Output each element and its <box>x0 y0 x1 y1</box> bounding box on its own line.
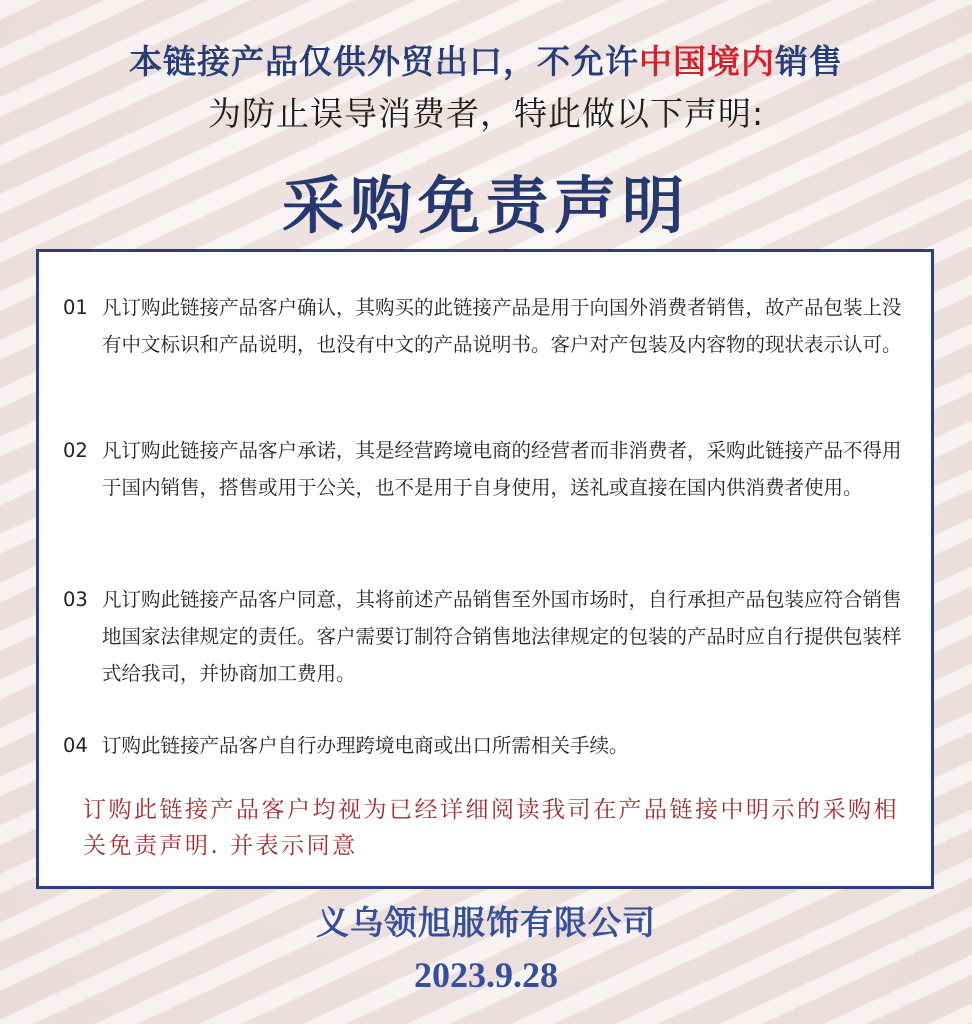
statement-date: 2023.9.28 <box>414 955 558 995</box>
disclaimer-panel <box>36 249 934 889</box>
clause-text: 凡订购此链接产品客户承诺，其是经营跨境电商的经营者而非消费者，采购此链接产品不得用于国内销售，搭售或用于公关，也不是用于自身使用，送礼或直接在国内供消费者使用。 <box>102 439 902 499</box>
notice-highlight-domestic: 中国境内 <box>639 42 775 81</box>
clause-text: 订购此链接产品客户自行办理跨境电商或出口所需相关手续。 <box>102 734 629 757</box>
company-name: 义乌领旭服饰有限公司 <box>316 903 656 942</box>
clause-04 <box>63 727 915 764</box>
clause-text: 凡订购此链接产品客户确认，其购买的此链接产品是用于向国外消费者销售，故产品包装上没有中文标识和产品说明，也没有中文的产品说明书。客户对产包装及内容物的现状表示认可。 <box>102 296 902 356</box>
declaration-intro: 为防止误导消费者，特此做以下声明: <box>207 94 765 133</box>
page-title: 采购免责声明 <box>281 169 690 242</box>
export-only-notice <box>0 36 972 83</box>
clause-01 <box>63 289 915 363</box>
clause-number: 02 <box>63 439 88 462</box>
clause-number: 01 <box>63 296 88 319</box>
clause-number: 04 <box>63 734 88 757</box>
clause-02 <box>63 432 915 506</box>
notice-text-start: 本链接产品仅供外贸出口，不允许 <box>129 42 639 81</box>
acceptance-statement: 订购此链接产品客户均视为已经详细阅读我司在产品链接中明示的采购相关免责声明. 并表示同意 <box>83 797 899 859</box>
clause-03 <box>63 581 915 692</box>
notice-text-end: 销售 <box>775 42 843 81</box>
clause-number: 03 <box>63 588 88 611</box>
clause-text: 凡订购此链接产品客户同意，其将前述产品销售至外国市场时，自行承担产品包装应符合销售地国家法律规定的责任。客户需要订制符合销售地法律规定的包装的产品时应自行提供包装样式给我司，并协商加工费用。 <box>102 588 902 685</box>
